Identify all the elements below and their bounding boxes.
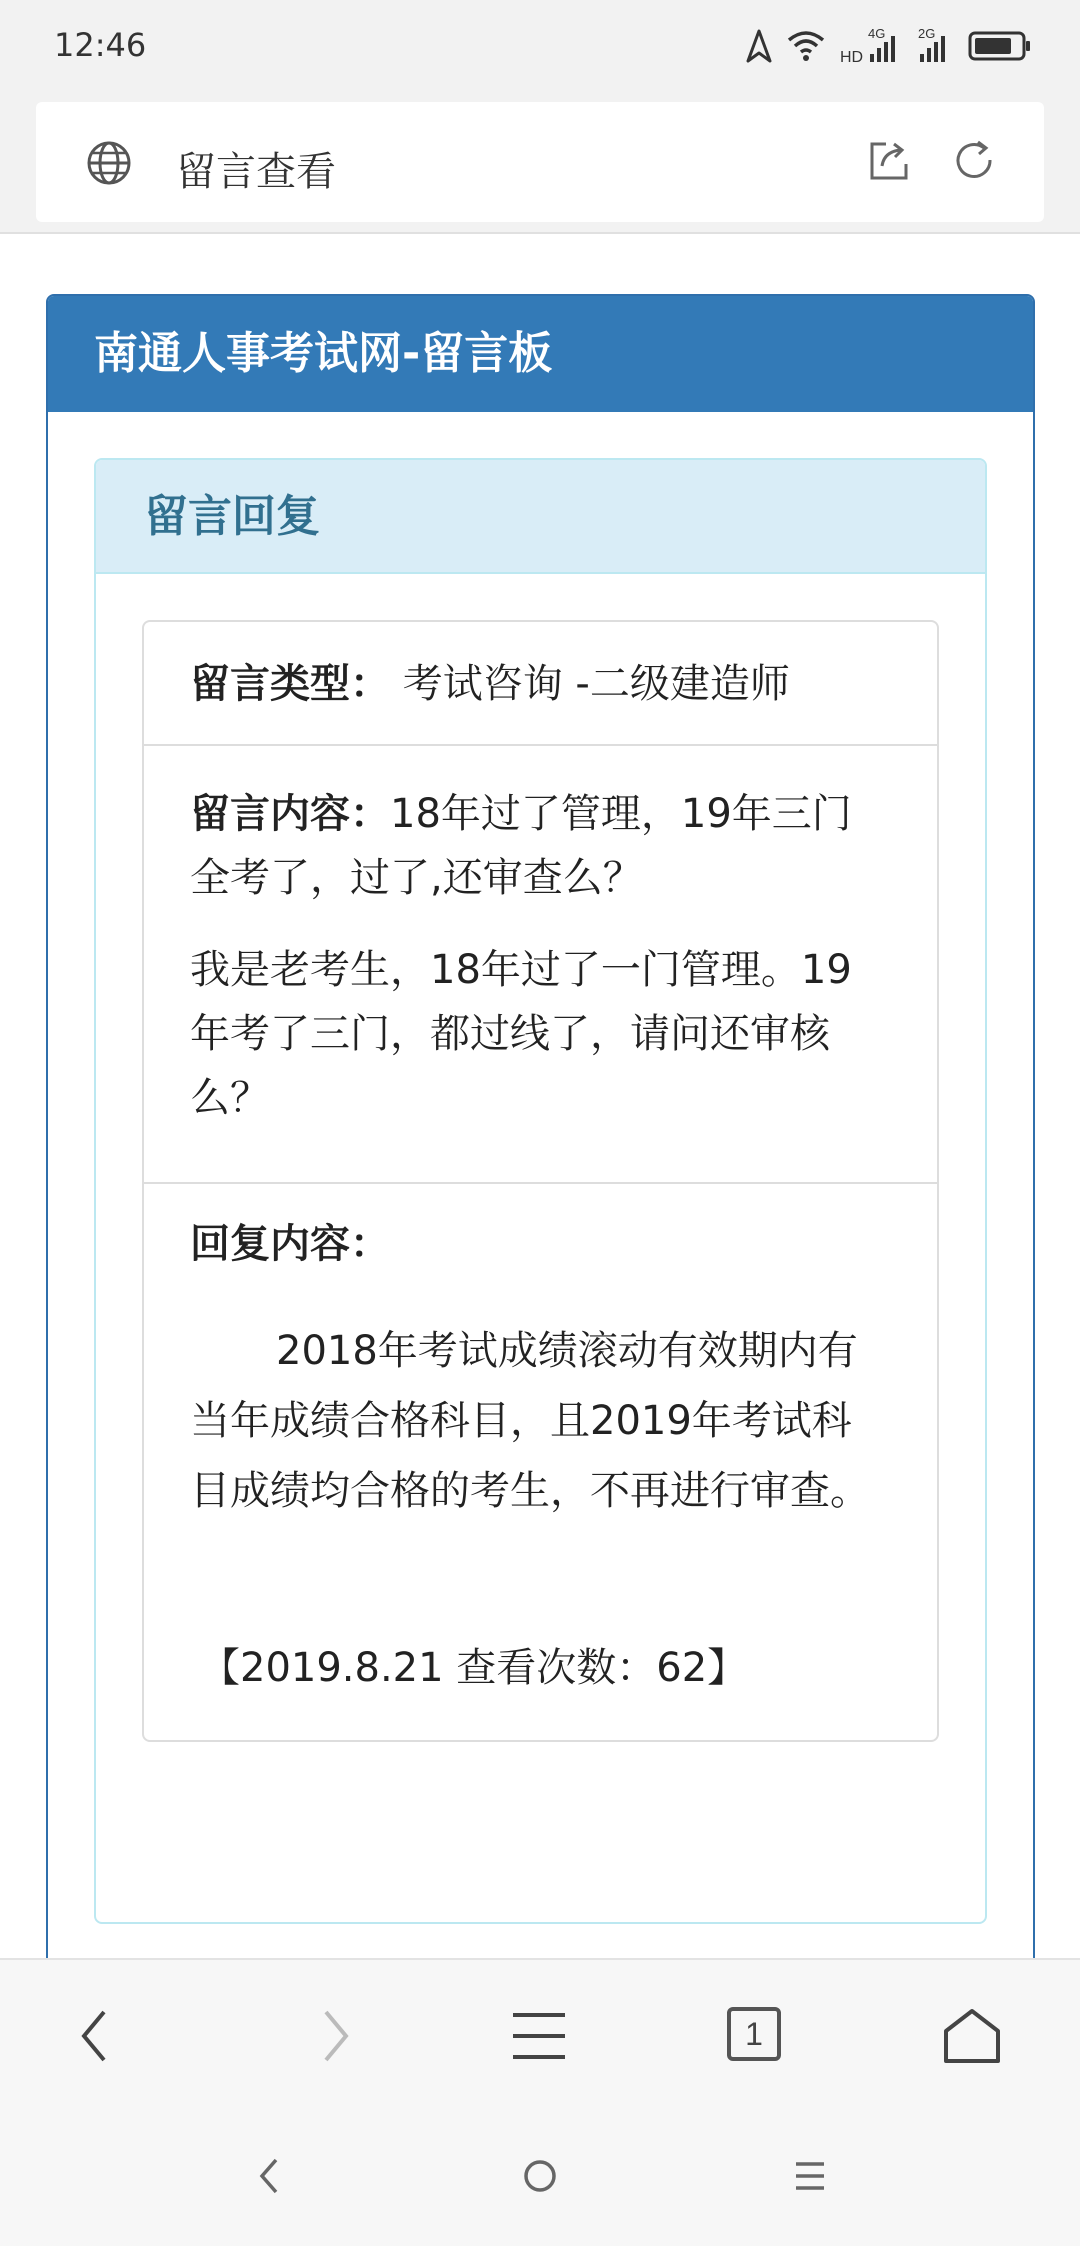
reply-meta: 【2019.8.21 查看次数：62】 xyxy=(200,1645,748,1691)
message-type-label: 留言类型： xyxy=(190,661,390,707)
message-content-body: 我是老考生，18年过了一门管理。19年考了三门，都过线了，请问还审核么？ xyxy=(190,947,852,1121)
navigation-arrow-icon xyxy=(746,29,772,63)
system-navigation-bar xyxy=(0,2108,1080,2246)
browser-toolbar xyxy=(0,1958,1080,2108)
refresh-icon[interactable] xyxy=(950,136,998,184)
net-label-2g: 2G xyxy=(918,26,936,41)
home-button[interactable] xyxy=(936,2000,1008,2072)
system-menu-icon[interactable] xyxy=(786,2152,834,2200)
net-label-4g: 4G xyxy=(868,26,886,41)
chevron-left-icon xyxy=(74,2006,114,2066)
message-type-row xyxy=(144,622,937,746)
system-back-icon[interactable] xyxy=(246,2152,294,2200)
home-icon xyxy=(942,2007,1002,2065)
chevron-right-icon xyxy=(316,2006,356,2066)
page-title: 留言查看 xyxy=(176,149,336,195)
tab-count: 1 xyxy=(727,2007,781,2061)
back-button[interactable] xyxy=(58,2000,130,2072)
net-label-hd: HD xyxy=(840,49,864,66)
menu-button[interactable] xyxy=(503,2000,575,2072)
reply-content-label: 回复内容： xyxy=(190,1221,390,1267)
reply-panel xyxy=(94,458,987,1924)
reply-panel-heading: 留言回复 xyxy=(96,460,985,574)
message-list xyxy=(142,620,939,1742)
status-icons xyxy=(746,22,1032,70)
share-icon[interactable] xyxy=(866,136,914,184)
status-time: 12:46 xyxy=(54,26,147,64)
signal-4g-icon xyxy=(840,26,900,66)
panel-heading: 南通人事考试网-留言板 xyxy=(48,296,1033,412)
message-content-subject: 18年过了管理，19年三门全考了，过了,还审查么？ xyxy=(190,791,852,901)
address-bar[interactable] xyxy=(36,102,1044,222)
battery-icon xyxy=(968,30,1032,62)
menu-icon xyxy=(511,2011,567,2061)
message-content-row xyxy=(144,746,937,1184)
browser-address-area xyxy=(0,92,1080,234)
globe-icon xyxy=(86,140,132,186)
message-type-value: 考试咨询 -二级建造师 xyxy=(390,661,790,707)
tabs-button[interactable] xyxy=(720,2000,792,2072)
message-board-panel xyxy=(46,294,1035,1994)
reply-content-row xyxy=(144,1184,937,1740)
message-content-label: 留言内容： xyxy=(190,791,390,837)
reply-content-text: 2018年考试成绩滚动有效期内有当年成绩合格科目，且2019年考试科目成绩均合格的考生，不再进行审查。 xyxy=(190,1328,870,1514)
status-bar xyxy=(0,0,1080,92)
forward-button[interactable] xyxy=(300,2000,372,2072)
wifi-icon xyxy=(786,30,826,62)
system-home-icon[interactable] xyxy=(516,2152,564,2200)
signal-2g-icon xyxy=(914,26,954,66)
